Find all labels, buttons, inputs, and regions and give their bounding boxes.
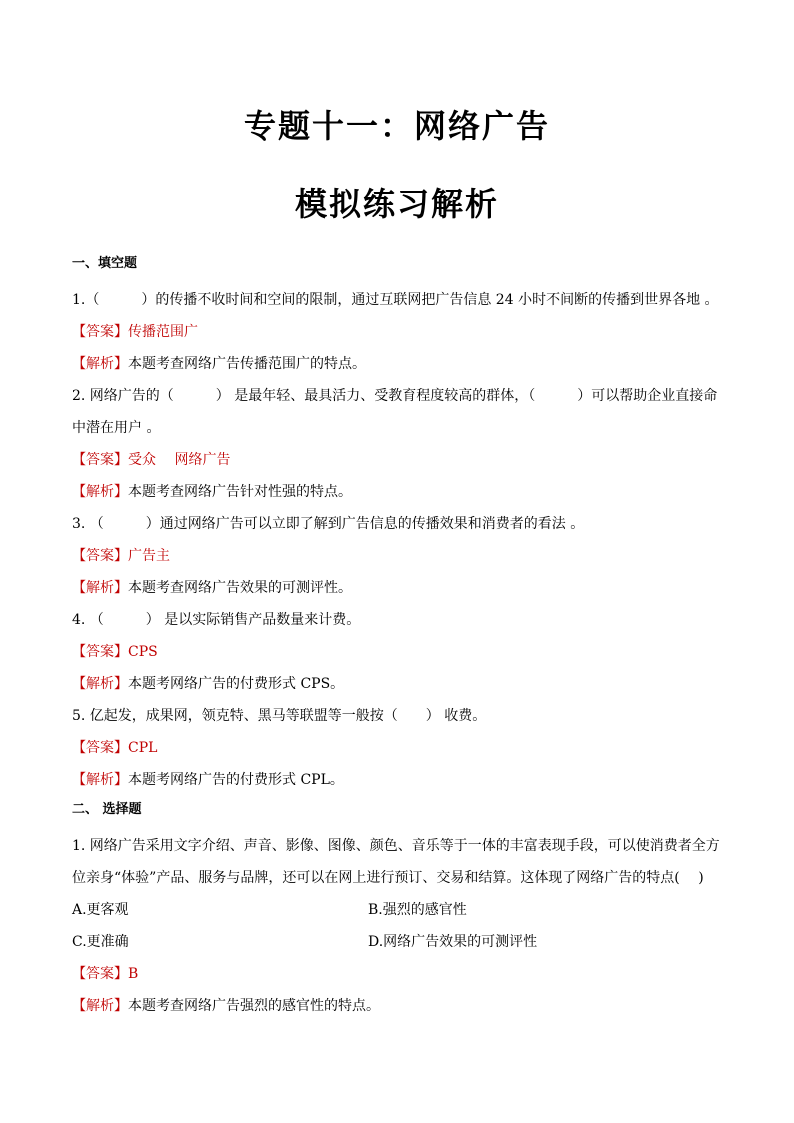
answer-text: CPL bbox=[128, 740, 158, 756]
explain-label: 【解析】 bbox=[72, 356, 128, 372]
explain-label: 【解析】 bbox=[72, 580, 128, 596]
answer-label: 【答案】 bbox=[72, 452, 128, 468]
question-1: 1.（ ）的传播不收时间和空间的限制，通过互联网把广告信息 24 小时不间断的传播到世界各地 。 bbox=[72, 292, 719, 308]
answer-text: B bbox=[128, 966, 139, 982]
explain-2 bbox=[72, 476, 724, 508]
answer-3 bbox=[72, 540, 724, 572]
answer-text: CPS bbox=[128, 644, 158, 660]
choice-explain-1 bbox=[72, 990, 724, 1022]
answer-label: 【答案】 bbox=[72, 324, 128, 340]
answer-text: 受众 网络广告 bbox=[128, 452, 231, 468]
explain-text: 本题考查网络广告强烈的感官性的特点。 bbox=[128, 998, 380, 1014]
answer-4 bbox=[72, 636, 724, 668]
answer-text: 传播范围广 bbox=[128, 324, 198, 340]
answer-text: 广告主 bbox=[128, 548, 170, 564]
section-heading-fill-in: 一、填空题 bbox=[72, 256, 138, 271]
choice-options bbox=[72, 894, 724, 958]
explain-1 bbox=[72, 348, 724, 380]
explain-label: 【解析】 bbox=[72, 676, 128, 692]
answer-label: 【答案】 bbox=[72, 548, 128, 564]
document-title: 专题十一：网络广告 bbox=[243, 107, 550, 145]
answer-1 bbox=[72, 316, 724, 348]
choice-question-1: 1. 网络广告采用文字介绍、声音、影像、图像、颜色、音乐等于一体的丰富表现手段，可以使消费者全方位亲身“体验”产品、服务与品牌，还可以在网上进行预订、交易和结算。这体现了网络广告的特点( ) bbox=[72, 838, 720, 886]
explain-3 bbox=[72, 572, 724, 604]
option-c: C.更准确 bbox=[72, 934, 129, 950]
answer-label: 【答案】 bbox=[72, 966, 128, 982]
answer-label: 【答案】 bbox=[72, 644, 128, 660]
question-4: 4. （ ） 是以实际销售产品数量来计费。 bbox=[72, 612, 361, 628]
option-d: D.网络广告效果的可测评性 bbox=[368, 934, 538, 950]
explain-text: 本题考查网络广告针对性强的特点。 bbox=[128, 484, 352, 500]
explain-5 bbox=[72, 764, 724, 796]
explain-label: 【解析】 bbox=[72, 772, 128, 788]
explain-text: 本题考查网络广告传播范围广的特点。 bbox=[128, 356, 366, 372]
choice-answer-1 bbox=[72, 958, 724, 990]
explain-text: 本题考网络广告的付费形式 CPS。 bbox=[128, 676, 345, 692]
question-3: 3. （ ）通过网络广告可以立即了解到广告信息的传播效果和消费者的看法 。 bbox=[72, 516, 585, 532]
option-a: A.更客观 bbox=[72, 902, 129, 918]
option-b: B.强烈的感官性 bbox=[368, 902, 467, 918]
answer-label: 【答案】 bbox=[72, 740, 128, 756]
explain-text: 本题考网络广告的付费形式 CPL。 bbox=[128, 772, 344, 788]
question-5: 5. 亿起发，成果网，领克特、黑马等联盟等一般按（ ） 收费。 bbox=[72, 708, 487, 724]
explain-label: 【解析】 bbox=[72, 998, 128, 1014]
answer-2 bbox=[72, 444, 724, 476]
document-subtitle: 模拟练习解析 bbox=[294, 185, 499, 223]
explain-label: 【解析】 bbox=[72, 484, 128, 500]
explain-4 bbox=[72, 668, 724, 700]
section-heading-choice: 二、 选择题 bbox=[72, 802, 142, 817]
question-2: 2. 网络广告的（ ） 是最年轻、最具活力、受教育程度较高的群体，（ ）可以帮助企业直接命中潜在用户 。 bbox=[72, 388, 718, 436]
explain-text: 本题考查网络广告效果的可测评性。 bbox=[128, 580, 352, 596]
answer-5 bbox=[72, 732, 724, 764]
document-body bbox=[72, 252, 724, 1022]
